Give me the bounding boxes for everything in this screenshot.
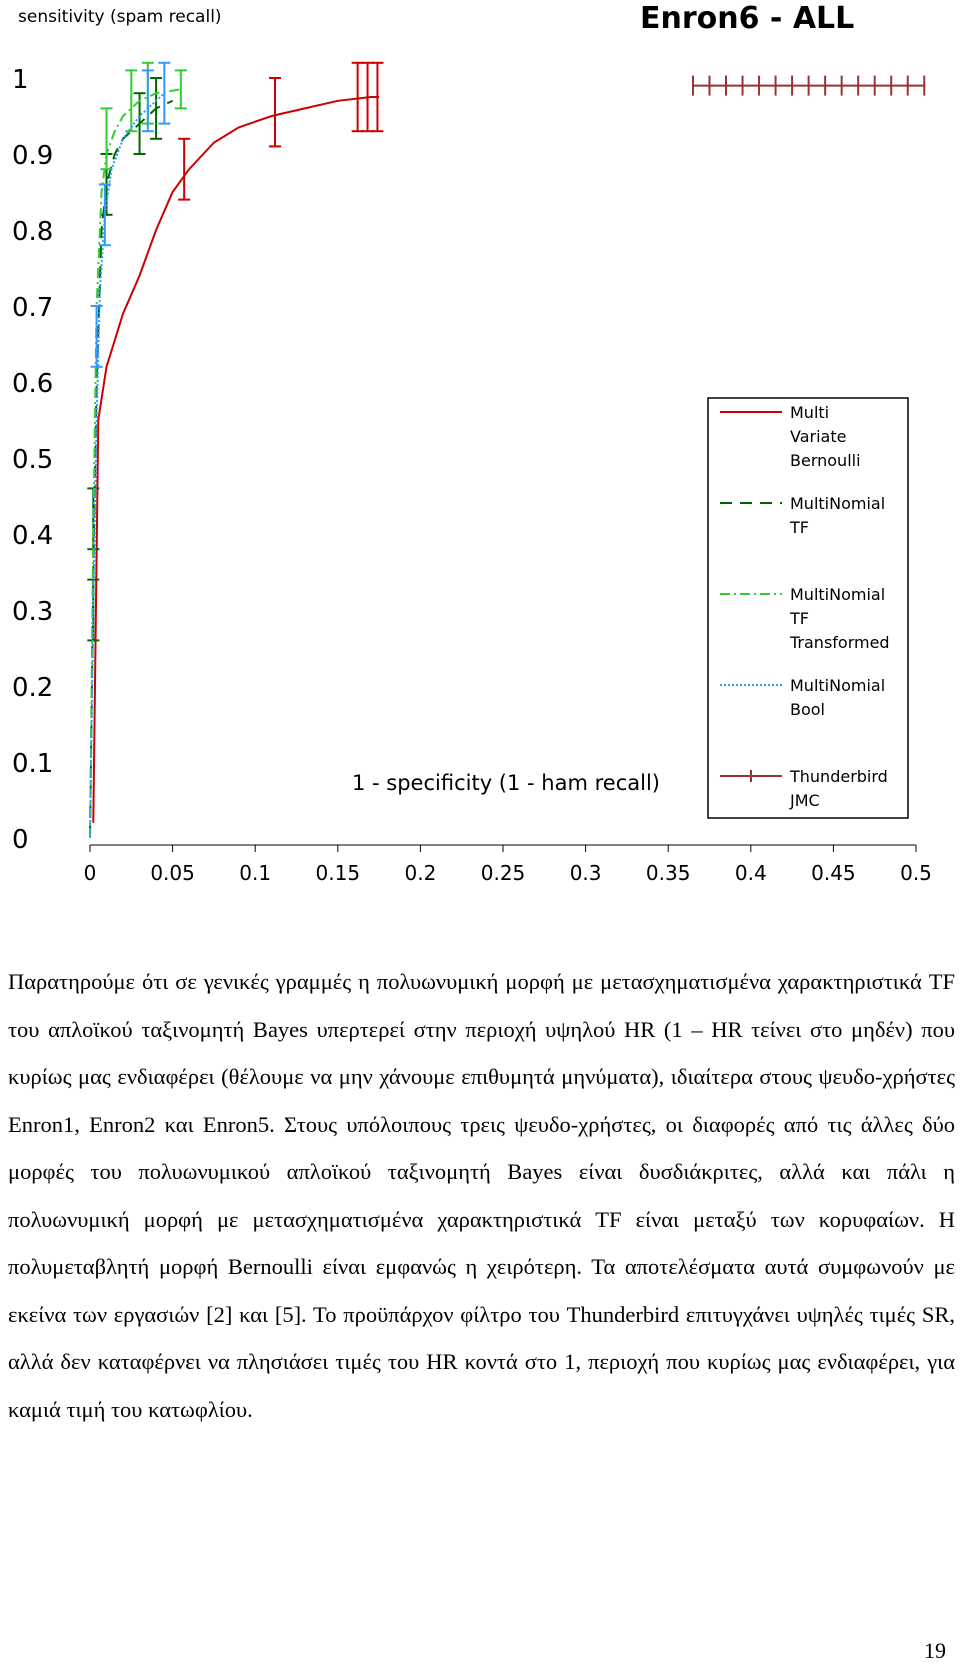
x-tick-label: 0.2 bbox=[404, 861, 437, 885]
legend-entry-line: Bool bbox=[790, 700, 825, 719]
legend-entry-line: Thunderbird bbox=[790, 767, 888, 786]
x-tick-label: 0 bbox=[83, 861, 97, 885]
y-tick-label: 0.2 bbox=[12, 673, 54, 703]
x-tick-label: 0.15 bbox=[315, 861, 361, 885]
x-tick-label: 0.4 bbox=[734, 861, 767, 885]
x-tick-label: 0.05 bbox=[150, 861, 195, 885]
chart-title: Enron6 - ALL bbox=[640, 1, 855, 36]
x-tick-label: 0.35 bbox=[645, 861, 691, 885]
series-2 bbox=[90, 63, 187, 838]
series-1 bbox=[87, 78, 172, 838]
x-ticks bbox=[84, 845, 932, 885]
series-0 bbox=[93, 63, 383, 823]
y-tick-label: 0.1 bbox=[12, 749, 54, 779]
legend-entry-line: MultiNomial bbox=[790, 494, 886, 513]
legend-entry-line: MultiNomial bbox=[790, 585, 886, 604]
series-line bbox=[90, 89, 181, 838]
y-tick-label: 0.8 bbox=[12, 217, 54, 247]
series-line bbox=[90, 93, 164, 838]
page-number: 19 bbox=[924, 1638, 946, 1663]
legend-entry-line: Variate bbox=[790, 427, 847, 446]
y-tick-label: 1 bbox=[12, 65, 29, 95]
y-tick-label: 0 bbox=[12, 825, 29, 855]
legend-entry-line: TF bbox=[790, 609, 809, 628]
series-4 bbox=[693, 76, 924, 96]
legend bbox=[708, 398, 908, 818]
y-tick-label: 0.3 bbox=[12, 597, 54, 627]
x-tick-label: 0.5 bbox=[900, 861, 932, 885]
legend-entry-line: MultiNomial bbox=[790, 676, 886, 695]
body-paragraph: Παρατηρούμε ότι σε γενικές γραμμές η πολυωνυμική μορφή με μετασχηματισμένα χαρακτηριστικά TF του απλοϊκού ταξινομητή Bayes υπερτερεί στην περιοχή υψηλού HR (1 – HR τείνει στο μηδέν) που κυρίως μας ενδιαφέρει (θέλουμε να μην χάνουμε επιθυμητά μηνύματα), ιδιαίτερα στους ψευδο-χρήστες Enron1, Enron2 και Enron5. Στους υπόλοιπους τρεις ψευδο-χρήστες, οι διαφορές από τις άλλες δύο μορφές του πολυωνυμικού απλοϊκού ταξινομητή Bayes είναι δυσδιάκριτες, αλλά και πάλι η πολυωνυμική μορφή με μετασχηματισμένα χαρακτηριστικά TF είναι μεταξύ των κορυφαίων. Η πολυμεταβλητή μορφή Bernoulli είναι εμφανώς η χειρότερη. Τα αποτελέσματα αυτά συμφωνούν με εκείνα των εργασιών [2] και [5]. Το προϋπάρχον φίλτρο του Thunderbird επιτυγχάνει υψηλές τιμές SR, αλλά δεν καταφέρνει να πλησιάσει τιμές του HR κοντά στο 1, περιοχή που κυρίως μας ενδιαφέρει, για καμιά τιμή του κατωφλίου. bbox=[8, 969, 955, 1422]
x-tick-label: 0.45 bbox=[811, 861, 856, 885]
y-tick-label: 0.9 bbox=[12, 141, 54, 171]
x-tick-label: 0.1 bbox=[239, 861, 272, 885]
legend-entry-line: JMC bbox=[790, 791, 820, 810]
legend-entry-line: Multi bbox=[790, 403, 830, 422]
x-axis-label: 1 - specificity (1 - ham recall) bbox=[352, 771, 660, 795]
series-3 bbox=[90, 63, 170, 838]
y-tick-label: 0.7 bbox=[12, 293, 54, 323]
y-ticks bbox=[12, 65, 53, 855]
legend-entry-line: Bernoulli bbox=[790, 451, 861, 470]
y-tick-label: 0.5 bbox=[12, 445, 54, 475]
series-line bbox=[93, 97, 379, 823]
y-tick-label: 0.4 bbox=[12, 521, 54, 551]
x-tick-label: 0.25 bbox=[480, 861, 526, 885]
legend-entry-line: TF bbox=[790, 518, 809, 537]
legend-entry-line: Transformed bbox=[790, 633, 890, 652]
y-axis-label: sensitivity (spam recall) bbox=[18, 7, 222, 27]
series-line bbox=[90, 101, 173, 838]
y-tick-label: 0.6 bbox=[12, 369, 54, 399]
x-tick-label: 0.3 bbox=[569, 861, 602, 885]
